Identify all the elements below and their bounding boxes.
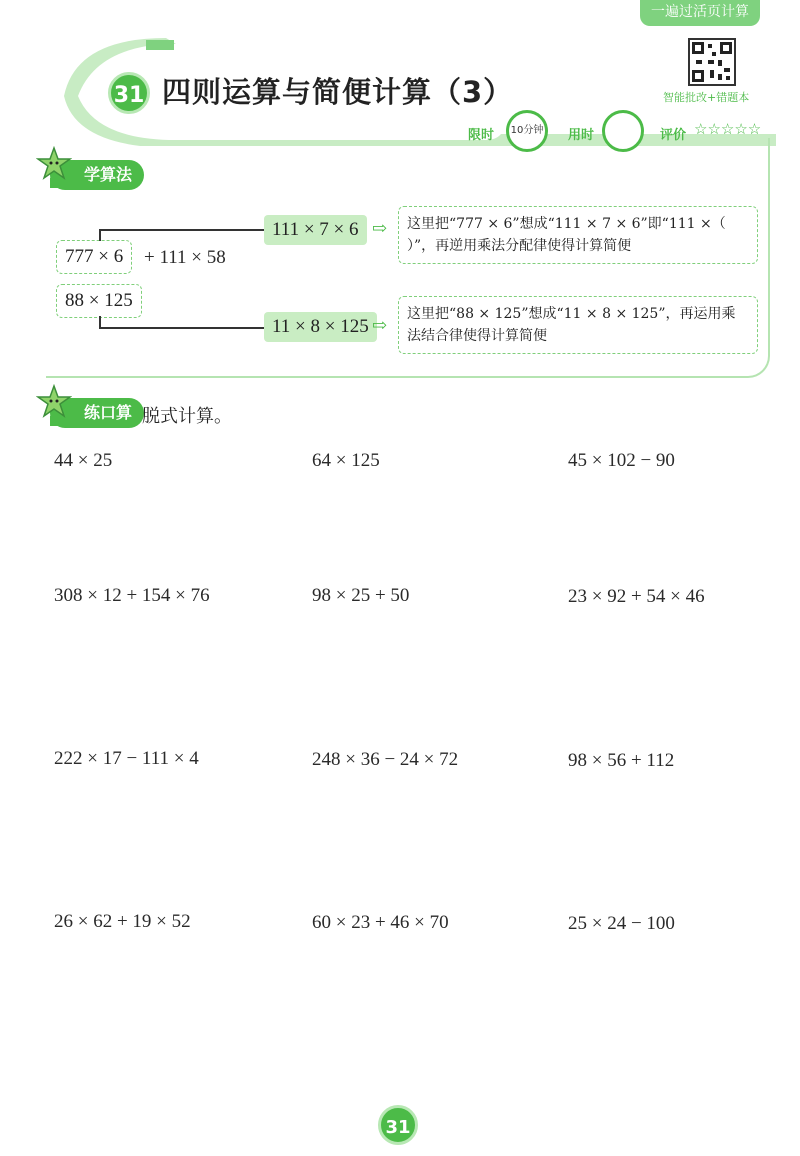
problem: 60 × 23 + 46 × 70 — [312, 912, 449, 933]
learn-badge — [50, 160, 144, 190]
problem: 248 × 36 − 24 × 72 — [312, 749, 459, 770]
qr-code[interactable] — [688, 38, 736, 86]
rating-stars[interactable]: ☆☆☆☆☆ — [694, 120, 762, 138]
qr-caption: 智能批改+错题本 — [663, 91, 750, 104]
problem: 222 × 17 − 111 × 4 — [54, 748, 199, 769]
problem: 44 × 25 — [54, 450, 113, 471]
problem: 26 × 62 + 19 × 52 — [54, 911, 191, 932]
example2-original: 88 × 125 — [56, 284, 142, 318]
qr-code-icon — [690, 40, 734, 84]
practice-instruction: 脱式计算。 — [142, 406, 232, 427]
practice-badge — [50, 398, 144, 428]
problem: 23 × 92 + 54 × 46 — [568, 586, 705, 607]
page-title: 四则运算与简便计算（3） — [162, 75, 514, 109]
connector-line — [99, 327, 265, 329]
example1-original-part2: + 111 × 58 — [144, 247, 226, 268]
time-limit-value: 10分钟 — [506, 110, 548, 152]
problem: 64 × 125 — [312, 450, 380, 471]
rating-label: 评价 — [660, 128, 687, 143]
star-mascot-icon — [36, 384, 72, 430]
arrow-right-icon: ⇨ — [372, 315, 388, 336]
star-mascot-icon — [36, 146, 72, 192]
connector-line — [99, 229, 101, 241]
arrow-right-icon: ⇨ — [372, 218, 388, 239]
example1-original-part1: 777 × 6 — [56, 240, 132, 274]
problem: 45 × 102 − 90 — [568, 450, 675, 471]
problem: 98 × 56 + 112 — [568, 750, 675, 771]
series-tag: 一遍过活页计算 — [640, 0, 760, 26]
practice-badge-text: 练口算 — [84, 403, 133, 422]
problem: 25 × 24 − 100 — [568, 913, 675, 934]
example2-note: 这里把“88 × 125”想成“11 × 8 × 125”，再运用乘法结合律使得计算简便 — [398, 296, 758, 354]
problem: 98 × 25 + 50 — [312, 585, 410, 606]
lesson-number-badge: 31 — [108, 72, 150, 114]
connector-line — [99, 229, 265, 231]
time-limit-label: 限时 — [468, 128, 495, 143]
learn-badge-text: 学算法 — [84, 165, 133, 184]
page-number: 31 — [378, 1105, 418, 1145]
time-used-label: 用时 — [568, 128, 595, 143]
example2-transformed: 11 × 8 × 125 — [264, 312, 377, 342]
problem: 308 × 12 + 154 × 76 — [54, 585, 210, 606]
example1-note: 这里把“777 × 6”想成“111 × 7 × 6”即“111 ×（ ）”，再逆用乘法分配律使得计算简便 — [398, 206, 758, 264]
example1-transformed: 111 × 7 × 6 — [264, 215, 367, 245]
